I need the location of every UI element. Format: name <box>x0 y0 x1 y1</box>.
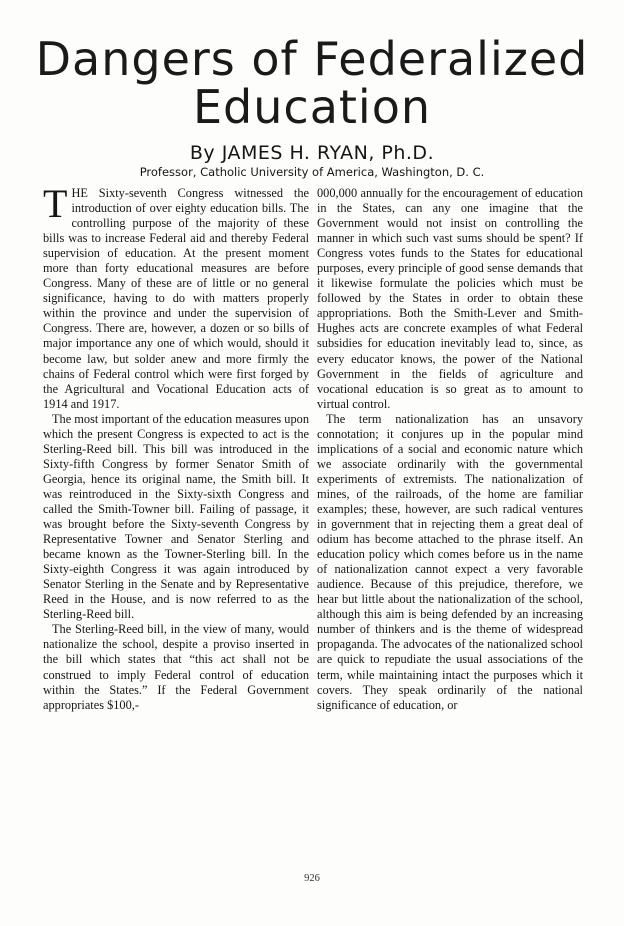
paragraph: 000,000 annually for the encouragement of education in the States, can any one imagine that the Government would not insist on controlling the manner in which such vast sums should be spent? If Congress votes funds to the States for educational purposes, every principle of good sense demands that it likewise formulate the policies which must be followed by the States in order to obtain these appropriations. Both the Smith-Lever and Smith-Hughes acts are concrete examples of what Federal subsidies for education inevitably lead to, since, as every educator knows, the power of the National Government in the fields of agriculture and vocational education is so great as to amount to virtual control. <box>317 186 583 411</box>
paragraph <box>43 181 309 412</box>
paragraph: The Sterling-Reed bill, in the view of many, would nationalize the school, despite a proviso inserted in the bill which states that “this act shall not be construed to imply Federal control of education within the States.” If the Federal Government appropriates $100,- <box>43 622 309 712</box>
paragraph: The term nationalization has an unsavory connotation; it conjures up in the popular mind implications of a social and economic nature which we associate ordinarily with the governmental experiments of extremists. The nationalization of mines, of the railroads, of the home are familiar examples; these, however, are such radical ventures in government that in rejecting them a great deal of odium has become attached to the phrase itself. An education policy which comes before us in the name of nationalization cannot expect a very favorable audience. Because of this prejudice, therefore, we hear but little about the nationalization of the school, although this aim is being defended by an increasing number of thinkers and is the theme of widespread propaganda. The advocates of the nationalized school are quick to repudiate the usual associations of the term, while maintaining intact the purposes which it covers. They speak ordinarily of the national significance of education, or <box>317 411 583 712</box>
page-number: 926 <box>304 873 320 884</box>
right-column <box>317 186 583 871</box>
left-column <box>43 181 309 871</box>
paragraph: The most important of the education measures upon which the present Congress is expected to act is the Sterling-Reed bill. This bill was introduced in the Sixty-fifth Congress by former Senator Smith of Georgia, hence its original name, the Smith bill. It was reintroduced in the Sixty-sixth Congress and called the Smith-Towner bill. Failing of passage, it was brought before the Sixty-seventh Congress by Representative Towner and Senator Sterling and became known as the Towner-Sterling bill. In the Sixty-eighth Congress it was again introduced by Senator Sterling in the Senate and by Representative Reed in the House, and is now referred to as the Sterling-Reed bill. <box>43 411 309 622</box>
article-title-line-2: Education <box>192 80 431 134</box>
drop-cap: T <box>43 181 68 226</box>
byline: By JAMES H. RYAN, Ph.D. <box>189 142 435 164</box>
article-title-line-1: Dangers of Federalized <box>35 32 589 86</box>
author-affiliation: Professor, Catholic University of America, Washington, D. C. <box>139 165 485 179</box>
paragraph-text: HE Sixty-seventh Congress witnessed the introduction of over eighty education bills. The controlling purpose of the majority of these bills was to increase Federal aid and thereby Federal supervision of education. At the present moment more than forty educational measures are before Congress. Many of these are of little or no general significance, having to do with matters properly within the province and under the supervision of Congress. There are, however, a dozen or so bills of major importance any one of which would, should it become law, but solder anew and more firmly the chains of Federal control which were first forged by the Agricultural and Vocational Education acts of 1914 and 1917. <box>43 186 309 411</box>
